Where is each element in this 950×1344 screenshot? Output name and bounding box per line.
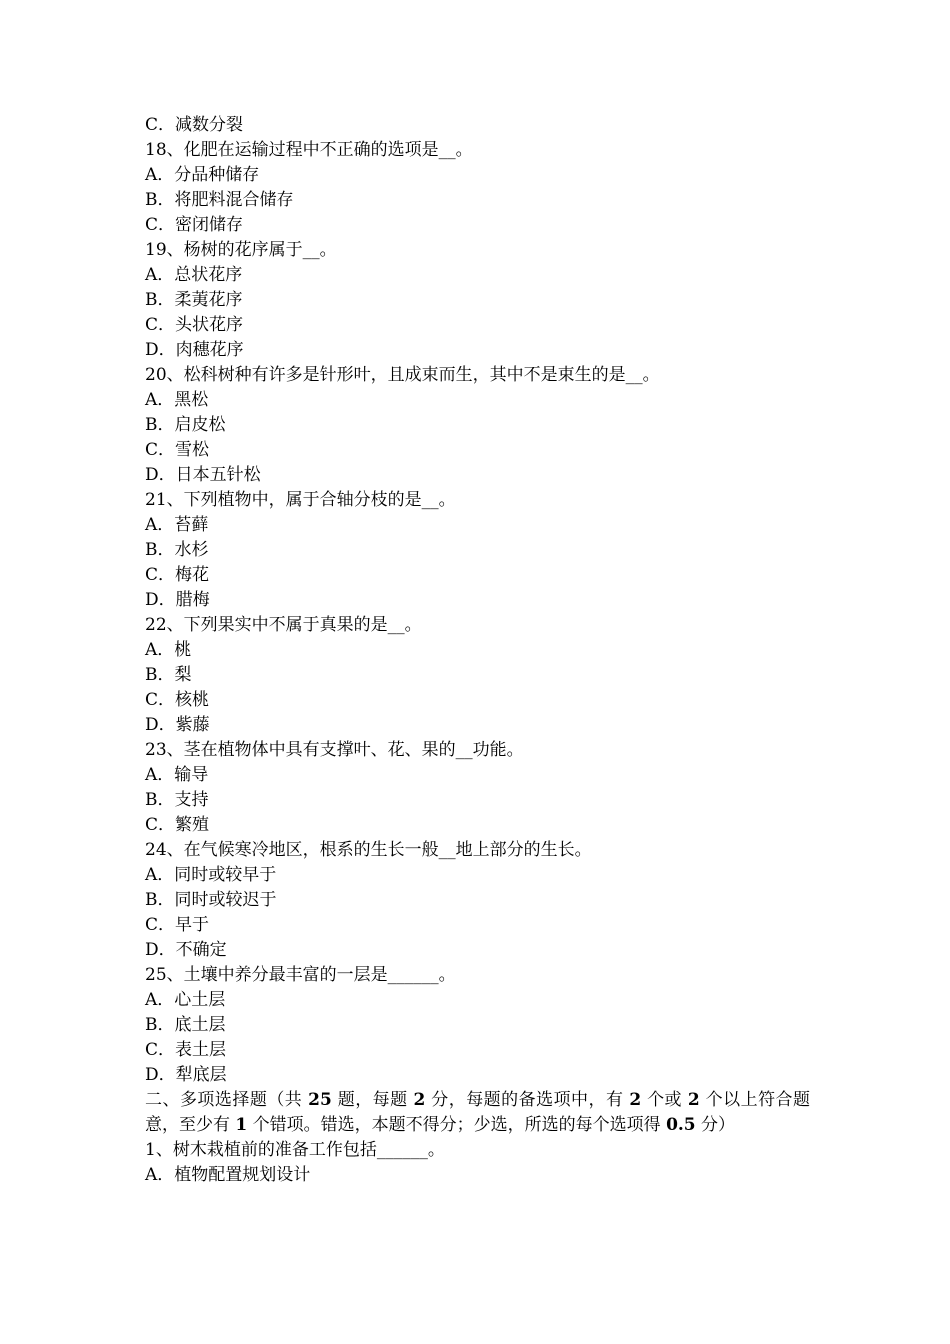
question-text: 1、树木栽植前的准备工作包括______。	[145, 1140, 445, 1160]
answer-option: A．桃	[145, 640, 192, 660]
answer-option: B．柔荑花序	[145, 290, 243, 310]
question-text: 23、茎在植物体中具有支撑叶、花、果的__功能。	[145, 740, 524, 760]
answer-option: A．心土层	[145, 990, 226, 1010]
answer-option: D．日本五针松	[145, 465, 261, 485]
question-text: 25、土壤中养分最丰富的一层是______。	[145, 965, 456, 985]
answer-option: A．植物配置规划设计	[145, 1165, 311, 1185]
question-list	[145, 113, 810, 1088]
section-number: 0.5	[666, 1115, 696, 1135]
answer-option: A．苔藓	[145, 515, 209, 535]
section-text: 题，每题	[331, 1090, 414, 1110]
section-text: 个以上符合题意，至少有	[145, 1090, 811, 1135]
section-number: 2	[629, 1090, 642, 1110]
question-text: 21、下列植物中，属于合轴分枝的是__。	[145, 490, 456, 510]
question-text: 20、松科树种有许多是针形叶，且成束而生，其中不是束生的是__。	[145, 365, 660, 385]
answer-option: C．头状花序	[145, 315, 244, 335]
answer-option: C．繁殖	[145, 815, 210, 835]
section-number: 25	[308, 1090, 332, 1110]
section-text: 二、多项选择题（共	[145, 1090, 309, 1110]
answer-option: B．将肥料混合储存	[145, 190, 294, 210]
answer-option: A．总状花序	[145, 265, 243, 285]
section-text: 分）	[695, 1115, 736, 1135]
page-content	[145, 113, 810, 1188]
answer-option: C．密闭储存	[145, 215, 244, 235]
section-heading-multiple-choice	[145, 1088, 810, 1138]
answer-option: D．肉穗花序	[145, 340, 244, 360]
answer-option: D．不确定	[145, 940, 227, 960]
answer-option: B．底土层	[145, 1015, 226, 1035]
answer-option: B．支持	[145, 790, 209, 810]
answer-option: A．分品种储存	[145, 165, 260, 185]
question-text: 22、下列果实中不属于真果的是__。	[145, 615, 422, 635]
section-text: 个或	[641, 1090, 688, 1110]
answer-option: B．梨	[145, 665, 192, 685]
section-number: 1	[235, 1115, 248, 1135]
answer-option: D．紫藤	[145, 715, 210, 735]
answer-option: B．同时或较迟于	[145, 890, 277, 910]
answer-option: B．启皮松	[145, 415, 226, 435]
answer-option: A．输导	[145, 765, 209, 785]
answer-option: D．犁底层	[145, 1065, 227, 1085]
answer-option: D．腊梅	[145, 590, 210, 610]
answer-option: C．表土层	[145, 1040, 227, 1060]
section-text: 个错项。错选，本题不得分；少选，所选的每个选项得	[247, 1115, 667, 1135]
answer-option: A．黑松	[145, 390, 209, 410]
section-number: 2	[687, 1090, 700, 1110]
answer-option: C．早于	[145, 915, 210, 935]
section-text: 分，每题的备选项中，有	[425, 1090, 630, 1110]
answer-option: B．水杉	[145, 540, 209, 560]
answer-option: A．同时或较早于	[145, 865, 277, 885]
answer-option: C．雪松	[145, 440, 210, 460]
question-text: 19、杨树的花序属于__。	[145, 240, 337, 260]
question-list-2	[145, 1138, 810, 1188]
answer-option: C．核桃	[145, 690, 210, 710]
question-text: 24、在气候寒冷地区，根系的生长一般__地上部分的生长。	[145, 840, 592, 860]
answer-option: C．梅花	[145, 565, 210, 585]
question-text: 18、化肥在运输过程中不正确的选项是__。	[145, 140, 473, 160]
section-number: 2	[413, 1090, 426, 1110]
answer-option: C．减数分裂	[145, 115, 244, 135]
